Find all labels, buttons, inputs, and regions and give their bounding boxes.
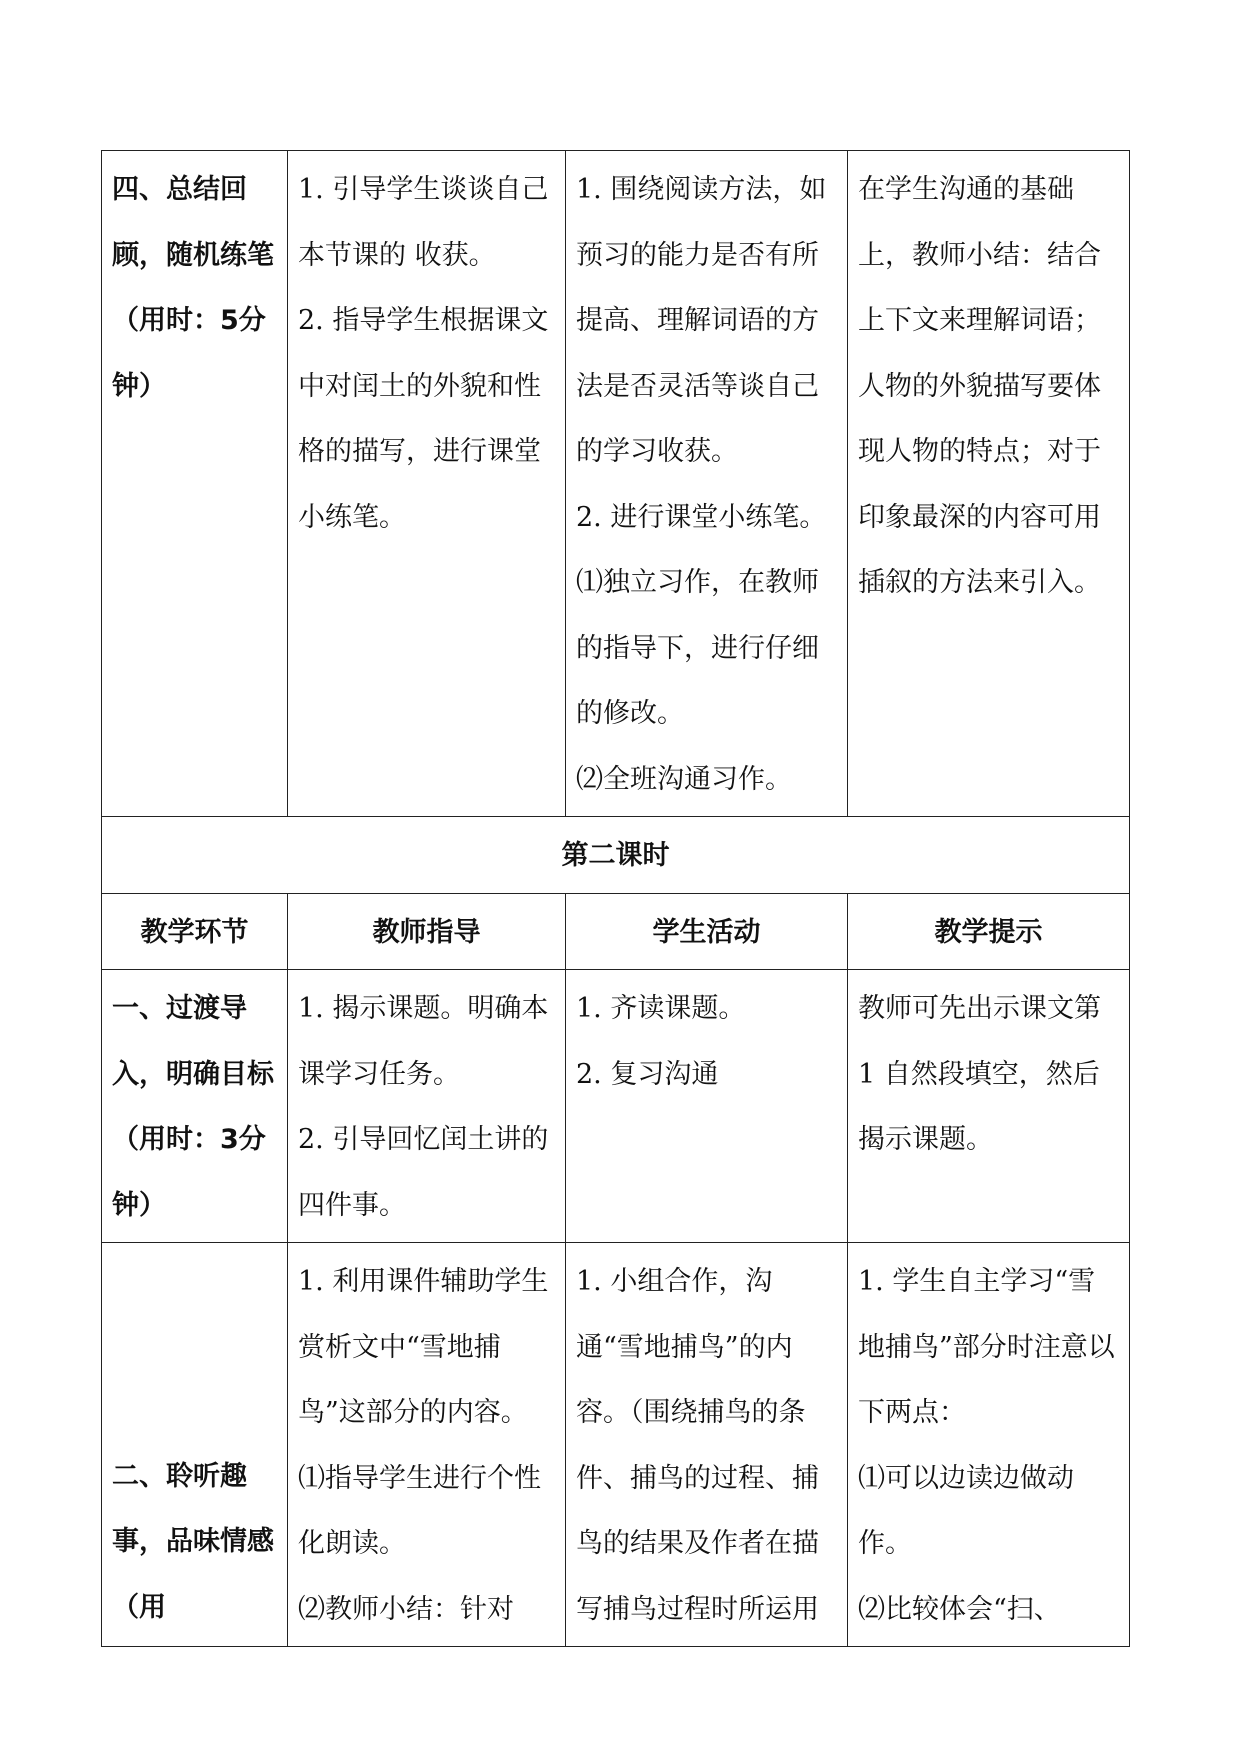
student-item: ⑵全班沟通习作。 bbox=[576, 763, 792, 795]
teacher-item: 2. 引导回忆闰土讲的四件事。 bbox=[298, 1124, 549, 1221]
tip-item: ⑵比较体会“扫、 bbox=[858, 1593, 1061, 1625]
student-item: 1. 围绕阅读方法，如预习的能力是否有所提高、理解词语的方法是否灵活等谈自己的学习收获。 bbox=[576, 174, 827, 467]
teacher-item: ⑴指导学生进行个性化朗读。 bbox=[298, 1462, 541, 1559]
header-teacher: 教师指导 bbox=[288, 893, 566, 970]
stage-cell-summary: 四、总结回顾，随机练笔（用时：5分钟） bbox=[102, 151, 288, 817]
student-item: 1. 小组合作，沟通“雪地捕鸟”的内容。（围绕捕鸟的条件、捕鸟的过程、捕鸟的结果及作者在描写捕鸟过程时所运用 bbox=[576, 1266, 819, 1625]
tip-item: ⑴可以边读边做动作。 bbox=[858, 1462, 1074, 1559]
tips-cell-summary bbox=[848, 151, 1130, 817]
table-row-lesson-title bbox=[102, 817, 1130, 894]
header-stage: 教学环节 bbox=[102, 893, 288, 970]
student-cell-story bbox=[566, 1243, 848, 1647]
teacher-cell-story bbox=[288, 1243, 566, 1647]
teacher-item: 1. 利用课件辅助学生赏析文中“雪地捕鸟”这部分的内容。 bbox=[298, 1266, 549, 1428]
tip-item: 1. 学生自主学习“雪地捕鸟”部分时注意以下两点： bbox=[858, 1266, 1115, 1428]
lesson-plan-table bbox=[101, 150, 1130, 1647]
teacher-cell-summary bbox=[288, 151, 566, 817]
lesson-title: 第二课时 bbox=[102, 817, 1130, 894]
header-tips: 教学提示 bbox=[848, 893, 1130, 970]
stage-cell-intro: 一、过渡导入，明确目标（用时：3分钟） bbox=[102, 970, 288, 1243]
teacher-item: 1. 引导学生谈谈自己本节课的 收获。 bbox=[298, 174, 549, 271]
tip-item: 教师可先出示课文第 1 自然段填空，然后揭示课题。 bbox=[858, 993, 1101, 1155]
table-row-intro bbox=[102, 970, 1130, 1243]
tips-cell-story bbox=[848, 1243, 1130, 1647]
student-item: ⑴独立习作，在教师的指导下，进行仔细的修改。 bbox=[576, 567, 819, 729]
header-student: 学生活动 bbox=[566, 893, 848, 970]
student-item: 1. 齐读课题。 bbox=[576, 993, 746, 1024]
stage-cell-story: 二、聆听趣事，品味情感（用 bbox=[102, 1243, 288, 1647]
student-cell-summary bbox=[566, 151, 848, 817]
student-item: 2. 进行课堂小练笔。 bbox=[576, 501, 827, 533]
table-row-story bbox=[102, 1243, 1130, 1647]
tip-item: 在学生沟通的基础上，教师小结：结合上下文来理解词语；人物的外貌描写要体现人物的特点；对于印象最深的内容可用插叙的方法来引入。 bbox=[858, 174, 1101, 598]
table-row-summary bbox=[102, 151, 1130, 817]
teacher-item: 2. 指导学生根据课文中对闰土的外貌和性格的描写，进行课堂小练笔。 bbox=[298, 305, 549, 533]
tips-cell-intro bbox=[848, 970, 1130, 1243]
table-row-headers bbox=[102, 893, 1130, 970]
teacher-cell-intro bbox=[288, 970, 566, 1243]
student-cell-intro bbox=[566, 970, 848, 1243]
teacher-item: 1. 揭示课题。明确本课学习任务。 bbox=[298, 993, 549, 1090]
student-item: 2. 复习沟通 bbox=[576, 1058, 719, 1090]
teacher-item: ⑵教师小结：针对 bbox=[298, 1593, 514, 1625]
